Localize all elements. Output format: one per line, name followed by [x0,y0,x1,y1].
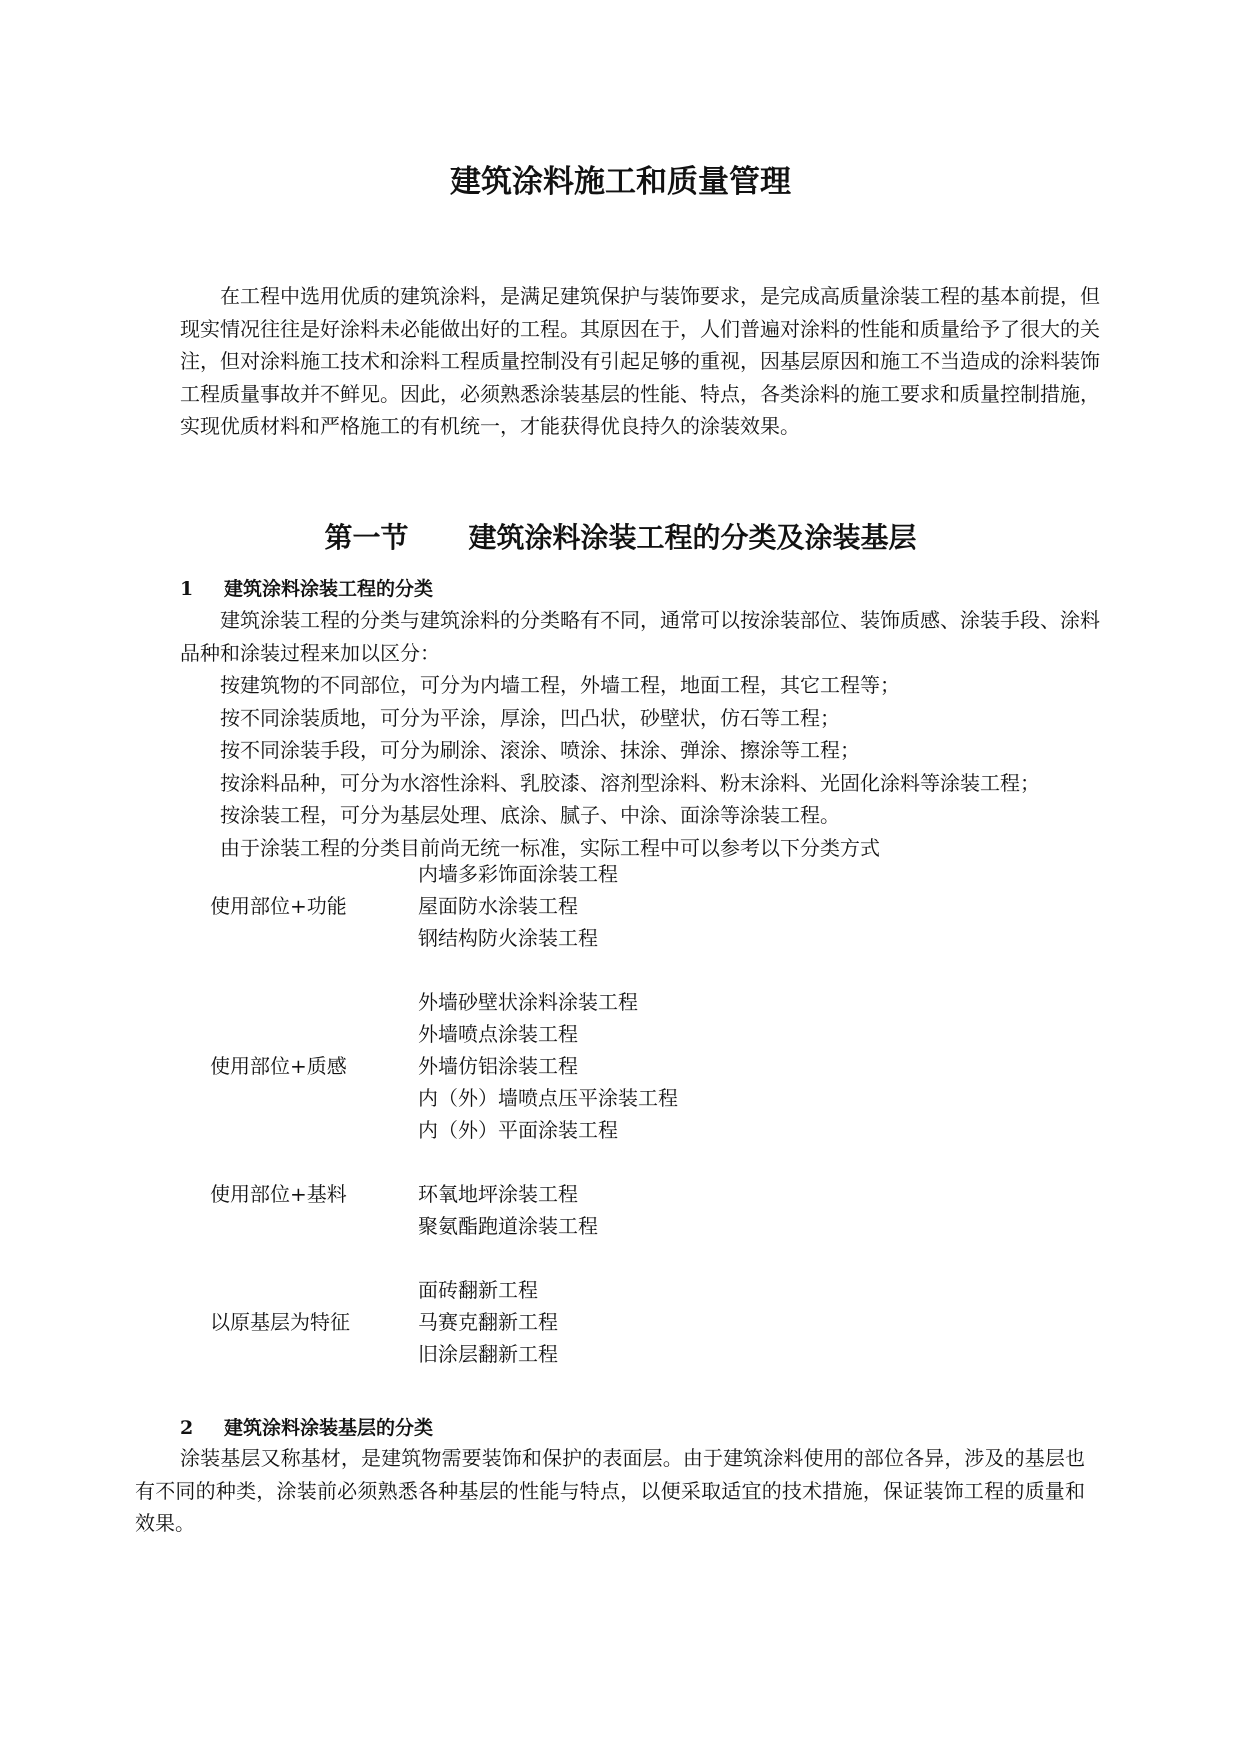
category-item: 内（外）墙喷点压平涂装工程 [418,1086,678,1110]
classification-line: 由于涂装工程的分类目前尚无统一标准，实际工程中可以参考以下分类方式 [220,835,880,860]
category-label: 使用部位+质感 [210,1054,347,1078]
section-number: 第一节 [324,521,409,554]
category-item: 马赛克翻新工程 [418,1310,558,1334]
classification-line: 按涂装工程，可分为基层处理、底涂、腻子、中涂、面涂等涂装工程。 [220,803,840,827]
intro-paragraph: 在工程中选用优质的建筑涂料，是满足建筑保护与装饰要求，是完成高质量涂装工程的基本前提，但现实情况往往是好涂料未必能做出好的工程。其原因在于，人们普遍对涂料的性能和质量给予了很大的关注，但对涂料施工技术和涂料工程质量控制没有引起足够的重视，因基层原因和施工不当造成的涂料装饰工程质量事故并不鲜见。因此，必须熟悉涂装基层的性能、特点，各类涂料的施工要求和质量控制措施，实现优质材料和严格施工的有机统一，才能获得优良持久的涂装效果。 [180,284,1100,438]
category-item: 外墙喷点涂装工程 [418,1022,578,1046]
classification-line: 按不同涂装手段，可分为刷涂、滚涂、喷涂、抹涂、弹涂、擦涂等工程； [220,738,860,762]
category-item: 面砖翻新工程 [418,1278,538,1302]
subsection-2-title: 建筑涂料涂装基层的分类 [224,1417,434,1439]
category-item: 内墙多彩饰面涂装工程 [418,862,618,886]
category-item: 外墙仿铝涂装工程 [418,1054,578,1078]
category-item: 钢结构防火涂装工程 [418,926,598,950]
subsection-2-text: 涂装基层又称基材，是建筑物需要装饰和保护的表面层。由于建筑涂料使用的部位各异，涉及的基层也有不同的种类，涂装前必须熟悉各种基层的性能与特点，以便采取适宜的技术措施，保证装饰工程的质量和效果。 [135,1446,1085,1535]
subsection-1-number: 1 [180,578,194,600]
classification-line: 按涂料品种，可分为水溶性涂料、乳胶漆、溶剂型涂料、粉末涂料、光固化涂料等涂装工程； [220,770,1040,795]
category-item: 内（外）平面涂装工程 [418,1118,618,1142]
subsection-2-number: 2 [180,1417,194,1439]
category-label: 使用部位+功能 [210,894,347,918]
subsection-1-paragraph: 建筑涂装工程的分类与建筑涂料的分类略有不同，通常可以按涂装部位、装饰质感、涂装手段、涂料品种和涂装过程来加以区分： [180,608,1100,665]
document-title: 建筑涂料施工和质量管理 [450,164,791,200]
subsection-1-title: 建筑涂料涂装工程的分类 [224,578,434,600]
category-item: 旧涂层翻新工程 [418,1342,558,1366]
category-item: 环氧地坪涂装工程 [418,1182,578,1206]
section-heading [0,518,1241,558]
category-item: 屋面防水涂装工程 [418,894,578,918]
subsection-2-paragraph [135,1442,1085,1540]
subsection-1-body [180,604,1100,864]
category-item: 外墙砂壁状涂料涂装工程 [418,990,638,1014]
category-label: 以原基层为特征 [210,1310,350,1334]
subsection-2-heading [180,1413,433,1443]
category-label: 使用部位+基料 [210,1182,347,1206]
section-title: 建筑涂料涂装工程的分类及涂装基层 [468,521,917,554]
subsection-1-heading [180,574,433,604]
category-item: 聚氨酯跑道涂装工程 [418,1214,598,1238]
classification-line: 按不同涂装质地，可分为平涂，厚涂，凹凸状，砂壁状，仿石等工程； [220,705,840,730]
classification-line: 按建筑物的不同部位，可分为内墙工程，外墙工程，地面工程，其它工程等； [220,673,900,697]
